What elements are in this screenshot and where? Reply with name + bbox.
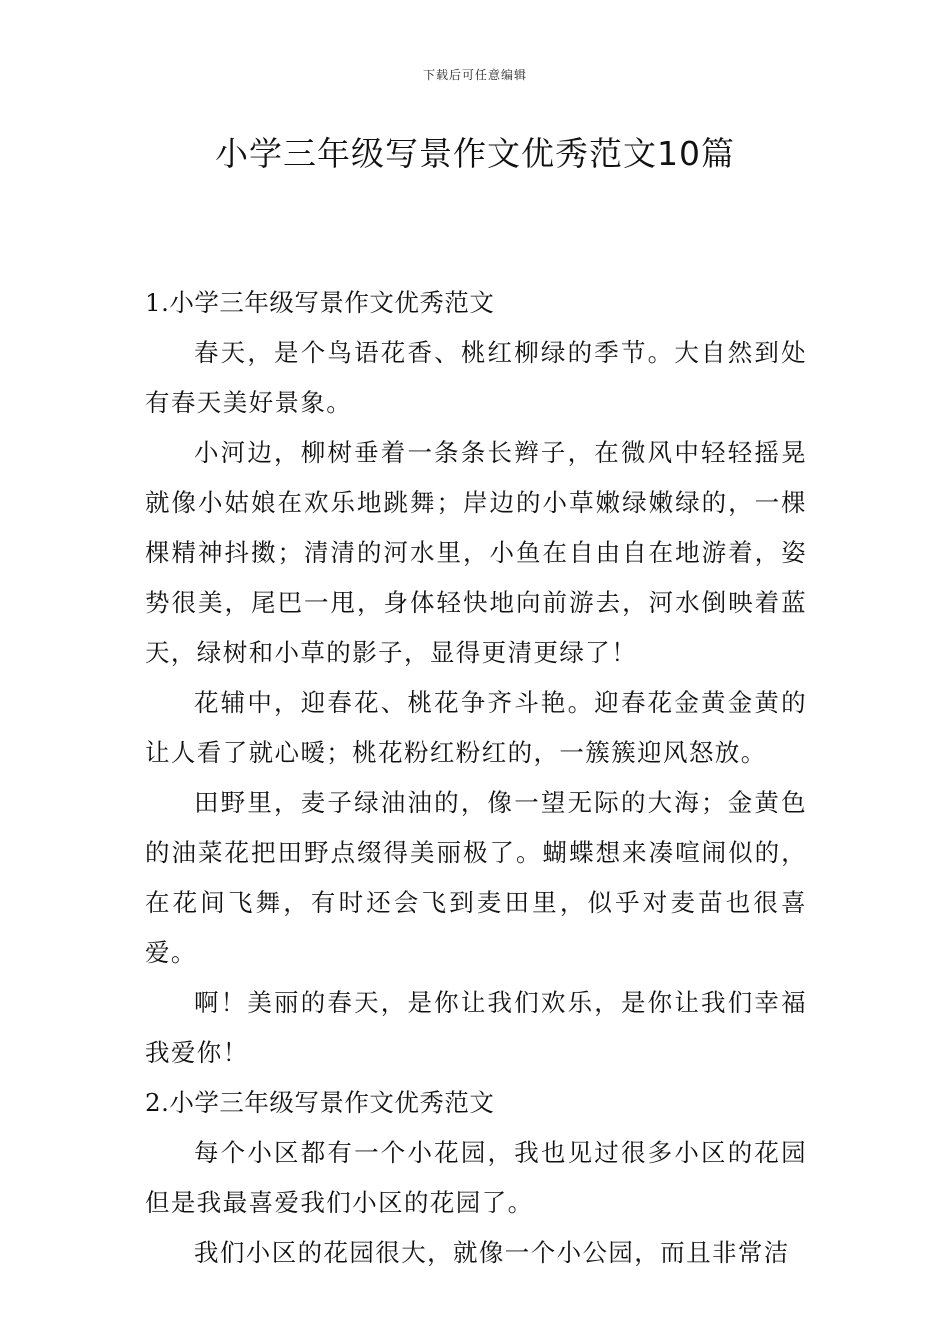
paragraph: 啊！美丽的春天，是你让我们欢乐，是你让我们幸福我爱你！ xyxy=(145,988,807,1067)
paragraph: 每个小区都有一个小花园，我也见过很多小区的花园但是我最喜爱我们小区的花园了。 xyxy=(145,1138,807,1217)
paragraph: 花辅中，迎春花、桃花争齐斗艳。迎春花金黄金黄的让人看了就心暧；桃花粉红粉红的，一簇簇迎风怒放。 xyxy=(145,688,807,767)
paragraph: 春天，是个鸟语花香、桃红柳绿的季节。大自然到处有春天美好景象。 xyxy=(145,338,807,417)
section-heading: 2.小学三年级写景作文优秀范文 xyxy=(145,1088,495,1117)
paragraph: 小河边，柳树垂着一条条长辫子，在微风中轻轻摇晃就像小姑娘在欢乐地跳舞；岸边的小草嫩绿嫩绿的，一棵棵精神抖擞；清清的河水里，小鱼在自由自在地游着，姿势很美，尾巴一甩，身体轻快地向前游去，河水倒映着蓝天，绿树和小草的影子，显得更清更绿了！ xyxy=(145,438,807,667)
section-1 xyxy=(145,278,807,1078)
document-body xyxy=(145,278,807,1278)
header-note: 下载后可任意编辑 xyxy=(422,68,527,82)
section-heading: 1.小学三年级写景作文优秀范文 xyxy=(145,288,495,317)
document-title: 小学三年级写景作文优秀范文10篇 xyxy=(215,134,735,173)
paragraph: 田野里，麦子绿油油的，像一望无际的大海；金黄色的油菜花把田野点缀得美丽极了。蝴蝶想来凑喧闹似的，在花间飞舞，有时还会飞到麦田里，似乎对麦苗也很喜爱。 xyxy=(145,788,807,967)
section-2 xyxy=(145,1078,807,1278)
paragraph: 我们小区的花园很大，就像一个小公园，而且非常洁 xyxy=(194,1238,790,1267)
